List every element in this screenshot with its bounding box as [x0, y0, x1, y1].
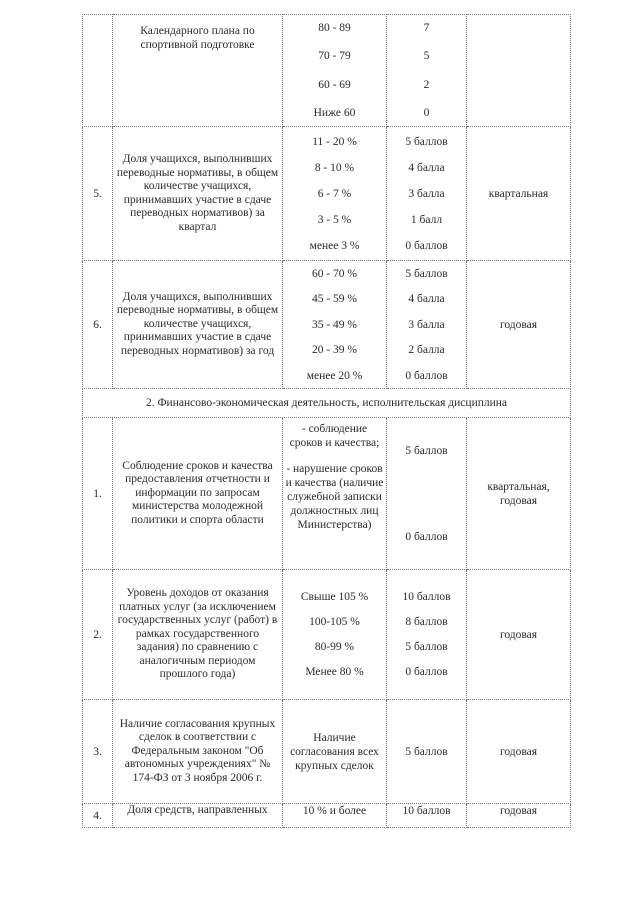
points-item: 5 баллов	[405, 135, 448, 148]
indicator-cell: Календарного плана по спортивной подготовке	[113, 15, 283, 127]
points-item: 0 баллов	[405, 239, 448, 252]
section-row	[83, 389, 571, 418]
period-cell	[467, 15, 571, 127]
points-cell	[387, 570, 467, 700]
table-row	[83, 700, 571, 804]
points-cell: 5 баллов	[387, 700, 467, 804]
points-item: 4 балла	[408, 161, 445, 174]
table-row	[83, 127, 571, 261]
points-item: 2	[423, 78, 430, 91]
points-item: 3 балла	[408, 187, 445, 200]
points-item: 8 баллов	[405, 615, 448, 628]
value-cell: Наличие согласования всех крупных сделок	[283, 700, 387, 804]
indicator-cell: Наличие согласования крупных сделок в соответствии с Федеральным законом "Об автономных учреждениях" № 174-ФЗ от 3 ноября 2006 г.	[113, 700, 283, 804]
value-item: менее 20 %	[306, 369, 363, 382]
value-item: 70 - 79	[318, 50, 351, 63]
points-item: 0 баллов	[405, 666, 448, 679]
table-row	[83, 570, 571, 700]
value-item: 45 - 59 %	[311, 293, 358, 305]
row-number	[83, 15, 113, 127]
points-item: 5	[423, 50, 430, 63]
row-number: 6.	[83, 261, 113, 389]
indicator-cell: Доля учащихся, выполнивших переводные нормативы, в общем количестве учащихся, принимавших участие в сдаче переводных нормативов) за квартал	[113, 127, 283, 261]
indicator-cell: Соблюдение сроков и качества предоставления отчетности и информации по запросам министерства молодежной политики и спорта области	[113, 418, 283, 570]
points-item: 0	[423, 107, 430, 120]
values-cell	[283, 127, 387, 261]
values-cell	[283, 570, 387, 700]
row-number: 3.	[83, 700, 113, 804]
points-item: 2 балла	[408, 344, 445, 356]
row-number: 2.	[83, 570, 113, 700]
points-cell: 10 баллов	[387, 804, 467, 828]
points-cell	[387, 418, 467, 570]
value-item: 3 - 5 %	[317, 213, 352, 226]
points-cell	[387, 127, 467, 261]
table-row	[83, 261, 571, 389]
points-item: 10 баллов	[402, 590, 451, 603]
points-item: 0 баллов	[405, 530, 448, 543]
points-item: 3 балла	[408, 318, 445, 331]
points-item: 5 баллов	[405, 267, 448, 280]
value-item: 60 - 70 %	[311, 267, 358, 280]
value-item: менее 3 %	[309, 239, 360, 252]
row-number: 5.	[83, 127, 113, 261]
period-cell: годовая	[467, 804, 571, 828]
row-number: 4.	[83, 804, 113, 828]
value-item: Менее 80 %	[305, 666, 364, 679]
criteria-table	[82, 14, 571, 828]
value-item: 8 - 10 %	[314, 161, 355, 174]
period-cell: квартальная, годовая	[467, 418, 571, 570]
table-row	[83, 15, 571, 127]
points-cell	[387, 15, 467, 127]
period-cell: квартальная	[467, 127, 571, 261]
points-item: 5 баллов	[405, 641, 448, 654]
indicator-cell: Доля средств, направленных	[113, 804, 283, 828]
points-item: 4 балла	[408, 293, 445, 305]
values-cell	[283, 261, 387, 389]
value-item: - нарушение сроков и качества (наличие служебной записки должностных лиц Министерства)	[285, 463, 384, 531]
value-item: 60 - 69	[318, 78, 351, 91]
value-item: 80 - 89	[318, 21, 351, 34]
value-item: 20 - 39 %	[311, 344, 358, 356]
value-item: Ниже 60	[313, 107, 356, 120]
value-item: Свыше 105 %	[300, 590, 369, 603]
points-item: 1 балл	[410, 213, 443, 226]
indicator-cell: Доля учащихся, выполнивших переводные нормативы, в общем количестве учащихся, принимавших участие в сдаче переводных нормативов) за год	[113, 261, 283, 389]
values-cell	[283, 15, 387, 127]
row-number: 1.	[83, 418, 113, 570]
value-item: 11 - 20 %	[312, 135, 357, 148]
points-item: 7	[423, 21, 430, 34]
value-item: 6 - 7 %	[317, 187, 352, 200]
points-cell	[387, 261, 467, 389]
table-row	[83, 418, 571, 570]
indicator-cell: Уровень доходов от оказания платных услуг (за исключением государственных услуг (работ) в рамках государственного задания) по сравнению с аналогичным периодом прошлого года)	[113, 570, 283, 700]
table-row	[83, 804, 571, 828]
section-title: 2. Финансово-экономическая деятельность, исполнительская дисциплина	[83, 389, 571, 418]
points-item: 5 баллов	[405, 444, 448, 457]
values-cell	[283, 418, 387, 570]
points-item: 0 баллов	[405, 369, 448, 382]
value-item: 35 - 49 %	[311, 318, 358, 331]
value-item: 100-105 %	[309, 615, 360, 628]
value-item: 80-99 %	[314, 641, 355, 654]
period-cell: годовая	[467, 261, 571, 389]
value-cell: 10 % и более	[283, 804, 387, 828]
value-item: - соблюдение сроков и качества;	[289, 423, 380, 449]
period-cell: годовая	[467, 570, 571, 700]
period-cell: годовая	[467, 700, 571, 804]
